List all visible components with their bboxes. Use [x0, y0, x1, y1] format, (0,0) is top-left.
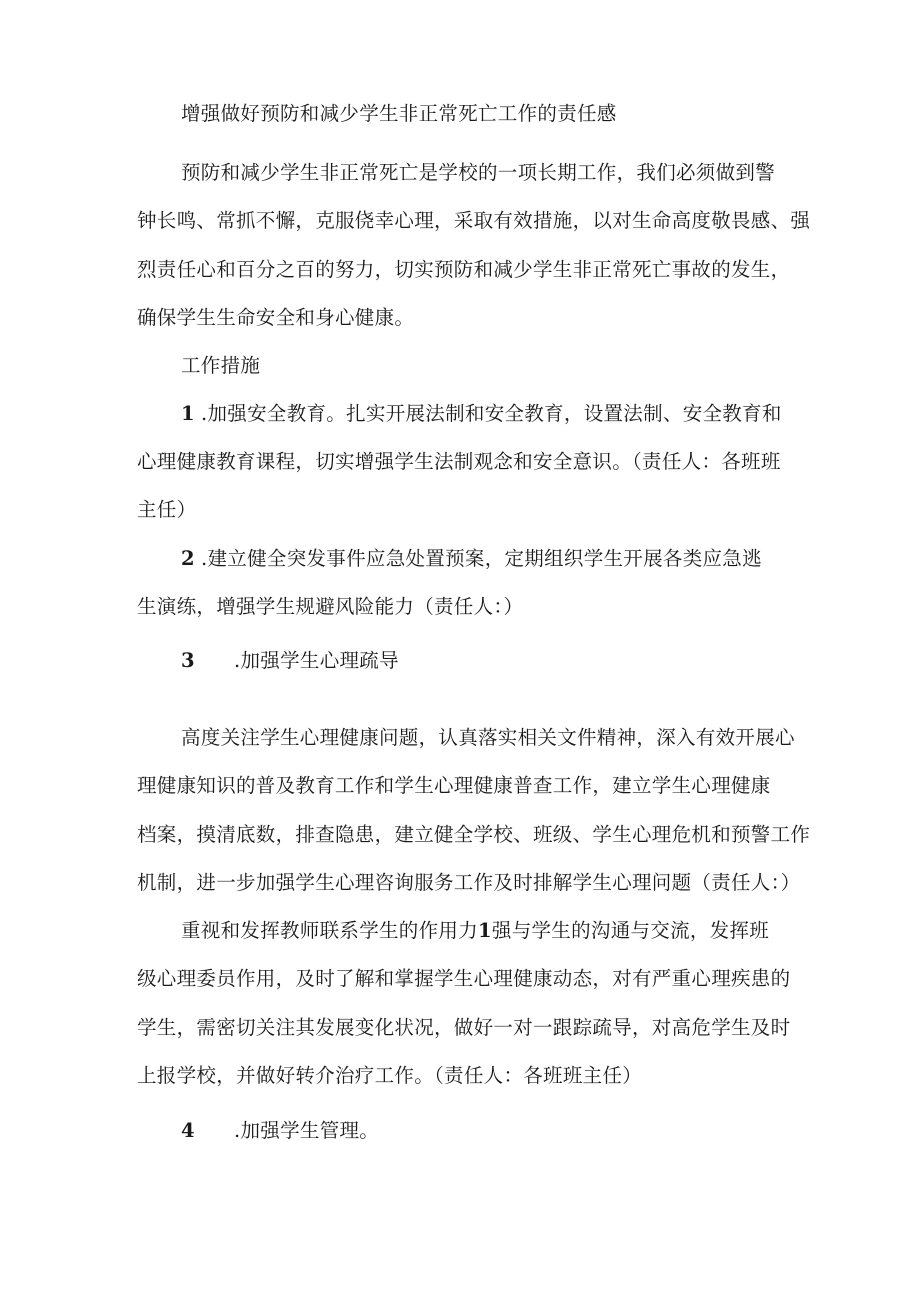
item4-heading: .加强学生管理。 — [234, 1119, 380, 1142]
item3-para1-line-1: 高度关注学生心理健康问题，认真落实相关文件精神，深入有效开展心 — [181, 726, 795, 749]
item3-para1-line-3: 档案，摸清底数，排查隐患，建立健全学校、班级、学生心理危机和预警工作 — [137, 823, 811, 846]
intro-line-3: 烈责任心和百分之百的努力，切实预防和减少学生非正常死亡事故的发生， — [137, 258, 791, 281]
item1-line-3: 主任） — [137, 498, 197, 521]
document-title: 增强做好预防和减少学生非正常死亡工作的责任感 — [181, 102, 617, 125]
item2-number: 2 — [181, 547, 195, 570]
item3-para2-start: 重视和发挥教师联系学生的作用力 — [181, 919, 479, 942]
item3-para2-line-2: 级心理委员作用，及时了解和掌握学生心理健康动态，对有严重心理疾患的 — [137, 967, 791, 990]
item4-number: 4 — [181, 1119, 195, 1142]
item1-line-1: .加强安全教育。扎实开展法制和安全教育，设置法制、安全教育和 — [201, 402, 782, 425]
item3-para1-line-4: 机制，进一步加强学生心理咨询服务工作及时排解学生心理问题（责任人：） — [137, 871, 801, 894]
intro-line-1: 预防和减少学生非正常死亡是学校的一项长期工作，我们必须做到警 — [181, 161, 776, 184]
item3-para2-number: 1 — [478, 919, 492, 942]
item1-line-2: 心理健康教育课程，切实增强学生法制观念和安全意识。（责任人：各班班 — [137, 450, 781, 473]
item2-line-2: 生演练，增强学生规避风险能力（责任人：） — [137, 595, 524, 618]
item3-para2-rest: 强与学生的沟通与交流，发挥班 — [491, 919, 770, 942]
item3-para2-line-4: 上报学校，并做好转介治疗工作。（责任人：各班班主任） — [137, 1064, 643, 1087]
intro-line-2: 钟长鸣、常抓不懈，克服侥幸心理，采取有效措施，以对生命高度敬畏感、强 — [137, 209, 811, 232]
item1-number: 1 — [181, 402, 195, 425]
item3-number: 3 — [181, 649, 195, 672]
measures-heading: 工作措施 — [181, 354, 261, 377]
intro-line-4: 确保学生生命安全和身心健康。 — [137, 306, 415, 329]
item3-para1-line-2: 理健康知识的普及教育工作和学生心理健康普查工作，建立学生心理健康 — [137, 774, 771, 797]
item3-heading: .加强学生心理疏导 — [234, 649, 399, 672]
item3-para2-line-1 — [181, 918, 769, 944]
item2-line-1: .建立健全突发事件应急处置预案，定期组织学生开展各类应急逃 — [201, 547, 762, 570]
item3-para2-line-3: 学生，需密切关注其发展变化状况，做好一对一跟踪疏导，对高危学生及时 — [137, 1016, 791, 1039]
